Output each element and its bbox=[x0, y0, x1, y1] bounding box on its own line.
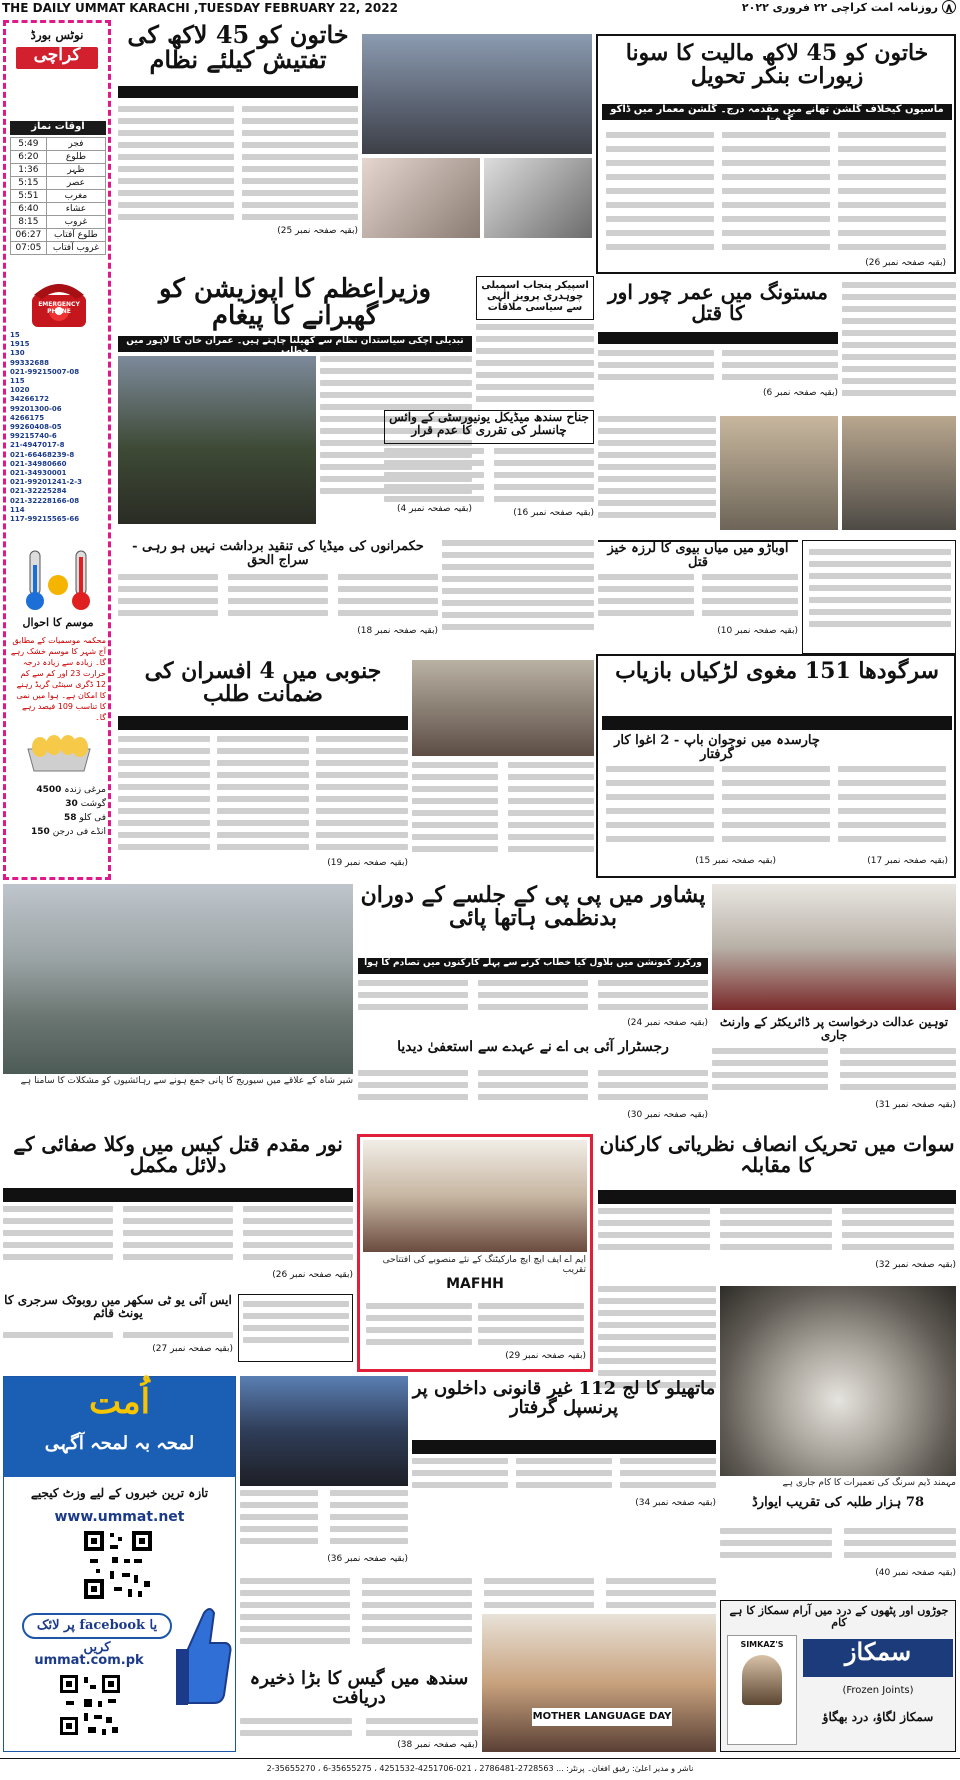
phone-number: 021-99201241-2-3 bbox=[10, 478, 83, 487]
phone-number: 99215740-6 bbox=[10, 432, 57, 441]
story-body bbox=[412, 1458, 716, 1524]
photo-caption: شیر شاہ کے علاقے میں سیوریج کا پانی جمع ہونے سے رہائشیوں کو مشکلات کا سامنا ہے bbox=[20, 1076, 353, 1086]
story-headline: جناح سندھ میڈیکل یونیورسٹی کے وائس چانسلر کی تقرری کا عدم قرار bbox=[384, 410, 594, 444]
weather-text: محکمہ موسمیات کے مطابق آج شہر کا موسم خشک رہے گا۔ زیادہ سے زیادہ درجہ حرارت 23 اور کم سے کم 12 ڈگری سینٹی گریڈ رہنے کا امکان ہے۔ ہوا میں نمی کا تناسب 109 فیصد رہے گا۔ bbox=[10, 636, 106, 722]
story-headline: اوباڑو میں میاں بیوی کا لرزہ خیز قتل bbox=[598, 540, 798, 570]
story-body bbox=[412, 762, 594, 876]
photo-caption: مہمند ڈیم سرنگ کی تعمیرات کا کام جاری ہے bbox=[782, 1478, 956, 1488]
story-subhead: ورکرز کنونشن میں بلاول کیا خطاب کرنے سے پہلے کارکنوں میں تصادم کا ہوا bbox=[358, 958, 708, 974]
page-number: ۸ bbox=[942, 0, 956, 14]
simkaz-tagline: جوڑوں اور پٹھوں کے درد میں آرام سمکاز کا ہے کام bbox=[729, 1604, 949, 1629]
continuation-note: (بقیہ صفحہ نمبر 31) bbox=[875, 1100, 956, 1110]
mafhh-feature-box bbox=[357, 1134, 593, 1372]
continuation-note: (بقیہ صفحہ نمبر 38) bbox=[397, 1740, 478, 1750]
simkaz-slogan: سمکاز لگاؤ، درد بھگاؤ bbox=[822, 1710, 934, 1724]
story-headline: رجسٹرار آئی بی اے نے عہدے سے استعفیٰ دیدیا bbox=[397, 1039, 669, 1055]
masthead-english: THE DAILY UMMAT KARACHI ,TUESDAY FEBRUARY 22, 2022 bbox=[2, 1, 398, 15]
continuation-note: (بقیہ صفحہ نمبر 27) bbox=[152, 1344, 233, 1354]
story-body bbox=[476, 324, 594, 408]
continuation-note: (بقیہ صفحہ نمبر 29) bbox=[505, 1351, 586, 1361]
simkaz-brand: سمکاز bbox=[803, 1639, 953, 1677]
ummat-tagline: لمحہ بہ لمحہ آگہی bbox=[44, 1433, 195, 1454]
price-row: فی کلو 58 bbox=[64, 813, 106, 823]
person-icon bbox=[742, 1655, 782, 1705]
price-row: انڈے فی درجن 150 bbox=[31, 827, 106, 837]
masthead bbox=[0, 0, 960, 18]
continuation-note: (بقیہ صفحہ نمبر 4) bbox=[396, 504, 472, 514]
story-body bbox=[240, 1490, 408, 1574]
tunnel-photo bbox=[720, 1286, 956, 1476]
continuation-note: (بقیہ صفحہ نمبر 25) bbox=[277, 226, 358, 236]
story-body bbox=[3, 1332, 233, 1362]
story-subhead bbox=[118, 86, 358, 98]
phone-number: 34266172 bbox=[10, 395, 49, 404]
prayer-row: 6:20 طلوع bbox=[11, 151, 106, 164]
phone-number: 021-34980660 bbox=[10, 459, 67, 468]
mother-language-photo bbox=[482, 1614, 716, 1752]
story-headline: توہین عدالت درخواست پر ڈائریکٹر کے وارنٹ جاری bbox=[719, 1015, 949, 1042]
story-box bbox=[596, 654, 956, 878]
story-body bbox=[384, 448, 594, 524]
ummat-logo: اُمت bbox=[88, 1382, 151, 1422]
continuation-note: (بقیہ صفحہ نمبر 10) bbox=[717, 626, 798, 636]
prices-list bbox=[10, 783, 106, 839]
prayer-row: 06:27 طلوع آفتاب bbox=[11, 229, 106, 242]
story-body bbox=[358, 980, 708, 1040]
story-body bbox=[442, 540, 594, 654]
story-headline: سوات میں تحریک انصاف نظریاتی کارکنان کا مقابلہ bbox=[599, 1132, 955, 1177]
prayer-row: 5:15 عصر bbox=[11, 177, 106, 190]
simkaz-ad bbox=[720, 1600, 956, 1752]
story-body bbox=[598, 574, 798, 654]
facebook-button[interactable] bbox=[22, 1613, 172, 1655]
eggs-icon bbox=[24, 727, 94, 773]
ummat-website: www.ummat.net bbox=[54, 1509, 185, 1525]
story-headline: سندھ میں گیس کا بڑا ذخیرہ دریافت bbox=[249, 1668, 469, 1708]
story-headline: ماتھیلو کا لج 112 غیر قانونی داخلوں پر پرنسپل گرفتار bbox=[412, 1378, 716, 1418]
qr-code-icon bbox=[82, 1529, 154, 1601]
story-headline: MAFHH bbox=[446, 1276, 504, 1292]
story-body bbox=[240, 1718, 478, 1752]
price-row: مرغی زندہ 4500 bbox=[36, 785, 106, 795]
prayer-row: 6:40 عشاء bbox=[11, 203, 106, 216]
thumbs-up-icon bbox=[174, 1603, 232, 1713]
story-subhead bbox=[602, 716, 952, 730]
notice-board-title: نوٹس بورڈ bbox=[30, 28, 84, 42]
banner-text: MOTHER LANGUAGE DAY bbox=[532, 1708, 672, 1726]
phone-number: 99332688 bbox=[10, 358, 49, 367]
story-headline: جنوبی میں 4 افسران کی ضمانت طلب bbox=[144, 658, 382, 708]
story-headline: چارسدہ میں نوجوان باپ - 2 اغوا کار گرفتار bbox=[614, 733, 820, 762]
continuation-note: (بقیہ صفحہ نمبر 17) bbox=[867, 856, 948, 866]
story-body bbox=[358, 1070, 708, 1130]
phone-number: 021-32225284 bbox=[10, 487, 67, 496]
continuation-note: (بقیہ صفحہ نمبر 26) bbox=[865, 258, 946, 268]
hospital-photo-2 bbox=[484, 158, 592, 238]
ummat-visit-text: تازہ ترین خبروں کے لیے وزٹ کیجیے bbox=[30, 1486, 209, 1500]
prayer-times-header: اوقات نماز bbox=[10, 121, 106, 135]
prayer-row: 8:15 غروب bbox=[11, 216, 106, 229]
facebook-url: ummat.com.pk bbox=[34, 1653, 144, 1668]
phone-number: 117-99215565-66 bbox=[10, 515, 80, 524]
story-box bbox=[596, 34, 956, 274]
story-headline: 78 ہزار طلبہ کی تقریب ایوارڈ bbox=[752, 1495, 924, 1510]
story-headline: خاتون کو 45 لاکھ مالیت کا سونا زیورات بنکر تحویل bbox=[625, 40, 929, 90]
story-body bbox=[598, 416, 716, 530]
emergency-label: EMERGENCY PHONE bbox=[38, 301, 80, 315]
story-subhead: تبدیلی آچکی سیاستدان نظام سے کھیلنا چاہتے ہیں۔ عمران خان کا لاہور میں خطاب bbox=[118, 336, 472, 352]
phone-number: 1915 bbox=[10, 340, 30, 349]
rally-photo bbox=[118, 356, 316, 524]
event-photo bbox=[363, 1140, 587, 1252]
phone-number: 99260408-05 bbox=[10, 423, 62, 432]
phone-number: 15 bbox=[10, 331, 20, 339]
story-headline: سرگودھا 151 مغوی لڑکیاں بازیاب bbox=[615, 658, 939, 684]
phone-number: 021-34930001 bbox=[10, 469, 67, 478]
continuation-note: (بقیہ صفحہ نمبر 32) bbox=[875, 1260, 956, 1270]
facebook-label: یا facebook پر لائک کریں bbox=[36, 1618, 158, 1655]
phone-number: 021-66468239-8 bbox=[10, 450, 75, 459]
story-headline: ایس آئی یو ٹی سکھر میں روبوٹک سرجری کا یونٹ قائم bbox=[4, 1293, 232, 1320]
story-headline: مستونگ میں عمر چور اور کا قتل bbox=[608, 280, 828, 325]
prayer-row: 5:51 مغرب bbox=[11, 190, 106, 203]
event-caption: ایم اے ایف ایچ ایچ مارکیٹنگ کے نئے منصوبے کی افتتاحی تقریب bbox=[382, 1255, 586, 1275]
prayer-row: 1:36 ظہر bbox=[11, 164, 106, 177]
phone-number: 114 bbox=[10, 505, 25, 514]
story-headline: خاتون کو 45 لاکھ کی تفتیش کیلئے نظام bbox=[127, 20, 349, 75]
story-body bbox=[118, 86, 358, 240]
story-body bbox=[802, 540, 956, 654]
story-body bbox=[720, 1528, 956, 1594]
masthead-urdu: روزنامہ امت کراچی ۲۲ فروری ۲۰۲۲ bbox=[741, 1, 938, 14]
emergency-numbers-list bbox=[10, 331, 106, 524]
phone-number: 1020 bbox=[10, 386, 30, 395]
phone-number: 130 bbox=[10, 349, 25, 358]
story-subhead bbox=[3, 1188, 353, 1202]
story-subhead: ماسیوں کیخلاف گلشن تھانے میں مقدمہ درج۔ گلشن معمار میں ڈاکو گرفتار bbox=[602, 104, 952, 120]
continuation-note: (بقیہ صفحہ نمبر 24) bbox=[627, 1018, 708, 1028]
story-body bbox=[598, 1208, 956, 1282]
story-headline: وزیراعظم کا اپوزیشن کو گھبرانے کا پیغام bbox=[159, 274, 431, 332]
continuation-note: (بقیہ صفحہ نمبر 36) bbox=[327, 1554, 408, 1564]
simkaz-product-box bbox=[727, 1635, 797, 1745]
phone-number: 21-4947017-8 bbox=[10, 441, 65, 450]
flood-photo bbox=[3, 884, 353, 1074]
notice-board-sidebar bbox=[3, 20, 111, 880]
story-body bbox=[598, 332, 838, 412]
ummat-ad bbox=[3, 1376, 236, 1752]
phone-number: 115 bbox=[10, 377, 25, 386]
story-body bbox=[712, 1048, 956, 1128]
phone-number: 4266175 bbox=[10, 413, 45, 422]
award-photo bbox=[240, 1376, 408, 1486]
prayer-row: 5:49 فجر bbox=[11, 138, 106, 151]
continuation-note: (بقیہ صفحہ نمبر 6) bbox=[762, 388, 838, 398]
story-kicker: اسپیکر پنجاب اسمبلی چوہدری پرویز الٰہی سے سیاسی ملاقات bbox=[481, 280, 589, 313]
story-headline: پشاور میں پی پی کے جلسے کے دوران بدنظمی ہاتھا پائی bbox=[360, 882, 706, 932]
story-body bbox=[238, 1294, 353, 1362]
continuation-note: (بقیہ صفحہ نمبر 16) bbox=[513, 508, 594, 518]
continuation-note: (بقیہ صفحہ نمبر 18) bbox=[357, 626, 438, 636]
continuation-note: (بقیہ صفحہ نمبر 34) bbox=[635, 1498, 716, 1508]
continuation-note: (بقیہ صفحہ نمبر 15) bbox=[695, 856, 776, 866]
city-label: کراچی bbox=[16, 47, 98, 69]
story-body bbox=[118, 736, 408, 876]
price-row: گوشت 30 bbox=[65, 799, 106, 809]
prayer-row: 07:05 غروب آفتاب bbox=[11, 242, 106, 255]
simkaz-joints: (Frozen Joints) bbox=[842, 1685, 914, 1696]
delegation-photo bbox=[712, 884, 956, 1010]
story-subhead bbox=[412, 1440, 716, 1454]
phone-number: 99201300-06 bbox=[10, 404, 62, 413]
story-body bbox=[3, 1206, 353, 1290]
simkaz-brand-en: SIMKAZ'S bbox=[740, 1640, 784, 1649]
story-body bbox=[118, 574, 438, 654]
story-kicker-box bbox=[476, 276, 594, 320]
thermometer-icon bbox=[16, 545, 102, 615]
continuation-note: (بقیہ صفحہ نمبر 30) bbox=[627, 1110, 708, 1120]
story-subhead bbox=[118, 716, 408, 730]
story-headline: حکمرانوں کی میڈیا کی تنقید برداشت نہیں ہو رہی - سراج الحق bbox=[132, 539, 424, 568]
story-headline: نور مقدم قتل کیس میں وکلا صفائی کے دلائل مکمل bbox=[13, 1132, 343, 1177]
continuation-note: (بقیہ صفحہ نمبر 26) bbox=[272, 1270, 353, 1280]
hospital-photo-1 bbox=[362, 158, 480, 238]
ceremony-photo bbox=[412, 660, 594, 756]
phone-number: 021-99215007-08 bbox=[10, 367, 80, 376]
crime-photo-2 bbox=[842, 416, 956, 530]
prayer-times-table bbox=[10, 137, 106, 255]
ummat-ad-banner bbox=[4, 1377, 235, 1477]
qr-code-icon bbox=[58, 1673, 122, 1737]
weather-title: موسم کا احوال bbox=[22, 616, 94, 629]
story-body bbox=[842, 282, 956, 412]
continuation-note: (بقیہ صفحہ نمبر 40) bbox=[875, 1568, 956, 1578]
phone-number: 021-32228166-08 bbox=[10, 496, 80, 505]
story-subhead bbox=[598, 1190, 956, 1204]
crime-photo-1 bbox=[720, 416, 838, 530]
continuation-note: (بقیہ صفحہ نمبر 19) bbox=[327, 858, 408, 868]
footer: ناشر و مدیر اعلیٰ: رفیق افغان۔ پرنٹر: ... 2728563-2786481 ، 021-4251706-4251532 ، 35655275-6 ، 35655270-2 bbox=[0, 1758, 960, 1778]
protest-photo bbox=[362, 34, 592, 154]
